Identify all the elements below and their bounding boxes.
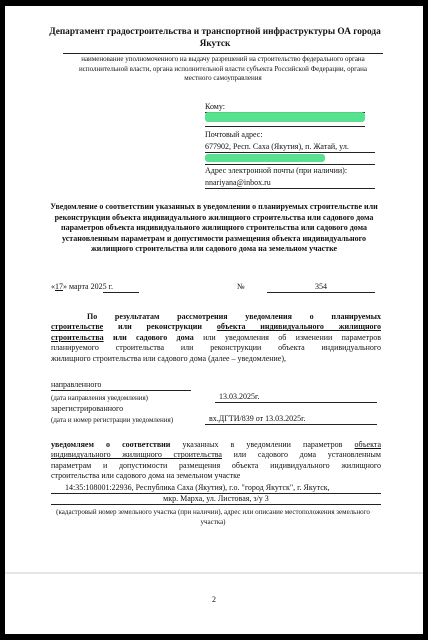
or-reconstruction: или реконструкции: [103, 322, 217, 332]
postal-label: Почтовый адрес:: [205, 130, 263, 139]
conformity-line-2: [51, 450, 381, 460]
registered-rule: [205, 424, 377, 425]
conformity-line-4: строительства или садового дома на земельном участке: [51, 471, 241, 481]
email-rule: [205, 188, 375, 189]
parcel-line-2: мкр. Марха, ул. Листовая, з/у 3: [163, 494, 269, 503]
page-number: 2: [212, 595, 216, 604]
sent-date-rule: [215, 402, 377, 403]
sent-label-rule: [51, 390, 191, 391]
underlined-construction: строительстве: [51, 322, 104, 332]
parcel-caption: (кадастровый номер земельного участка (при наличии), адрес или описание местоположения земельного участка): [56, 508, 370, 526]
result-line-5: жилищного строительства или садового дома (далее – уведомление),: [51, 353, 287, 363]
redaction-mark-2: [205, 154, 325, 162]
number-rule: [267, 292, 375, 293]
underlined-object-2: объекта: [354, 440, 382, 449]
notice-title: Уведомление о соответствии указанных в уведомлении о планируемых строительстве или реконструкции объекта индивидуального жилищного строительства или садового дома параметров объекта индивидуального жилищного строительства или садового дома установленным параметрам и допустимости размещения объекта индивидуального жилищного строительства или садового дома на земельном участке: [50, 202, 378, 254]
sent-caption: (дата направления уведомления): [51, 394, 148, 402]
date-month-year: марта 2025 г.: [69, 282, 113, 291]
notice-number: 354: [315, 282, 327, 291]
parcel-rule-2: [51, 504, 381, 505]
result-paragraph: [51, 312, 381, 364]
result-line-1: По результатам рассмотрения уведомления о планируемых: [87, 312, 381, 321]
redaction-mark: [205, 112, 365, 122]
email-value: nnariyana@inbox.ru: [205, 178, 271, 187]
authority-caption: наименование уполномоченного на выдачу разрешений на строительство федерального органа исполнительной власти, органа исполнительной власти субъекта Российской Федерации, органа местного самоуправления: [79, 55, 367, 82]
number-sign: №: [237, 282, 245, 291]
postal-rule-2: [205, 164, 375, 165]
header-rule: [63, 53, 383, 54]
conformity-line-1: [51, 440, 381, 450]
underlined-construction-2: строительства: [51, 332, 104, 342]
conformity-line-3: параметрам и допустимости размещения объекта индивидуального жилищного: [51, 460, 381, 470]
postal-rule: [205, 152, 375, 153]
date-day: 17: [55, 282, 63, 291]
sent-date: 13.03.2025г.: [219, 392, 260, 401]
date-quote-close: »: [63, 282, 67, 291]
page-separator: [5, 572, 423, 574]
or-garden-house: или садового дома: [103, 332, 194, 342]
result-line-3: [51, 333, 381, 343]
or-garden-house-2: или садового дома установленным: [221, 450, 381, 460]
department-name: Департамент градостроительства и транспортной инфраструктуры ОА города Якутск: [49, 27, 381, 49]
underlined-housing: индивидуального жилищного строительства: [51, 450, 222, 460]
email-label: Адрес электронной почты (при наличии):: [205, 166, 348, 175]
params-text: указанных в уведомлении параметров: [170, 440, 355, 449]
date-quote-open: «: [51, 282, 55, 291]
sent-label: направленного: [51, 380, 102, 389]
result-line-4: планируемого строительства или реконструкции объекта индивидуального: [51, 343, 381, 353]
or-change-notice: или уведомления об изменении параметров: [193, 332, 381, 342]
parcel-line-1: 14:35:108001:22936, Республика Саха (Якутия), г.о. "город Якутск", г. Якутск,: [65, 483, 330, 492]
registered-label: зарегистрированного: [51, 404, 124, 413]
registered-caption: (дата и номер регистрации уведомления): [51, 416, 174, 424]
underlined-object: объекта индивидуального жилищного: [216, 322, 381, 332]
postal-address: 677902, Респ. Саха (Якутия), п. Жатай, ул.: [205, 142, 349, 151]
notify-conformity: уведомляем о соответствии: [51, 440, 171, 449]
conformity-paragraph: [51, 440, 381, 482]
notice-date: [51, 282, 113, 292]
result-line-2: [51, 322, 381, 332]
document-page: [5, 6, 423, 634]
registered-value: вх.ДГТИ/839 от 13.03.2025г.: [209, 414, 306, 423]
to-rule-2: [205, 126, 365, 127]
to-label: Кому:: [205, 102, 225, 111]
date-rule: [103, 292, 139, 293]
